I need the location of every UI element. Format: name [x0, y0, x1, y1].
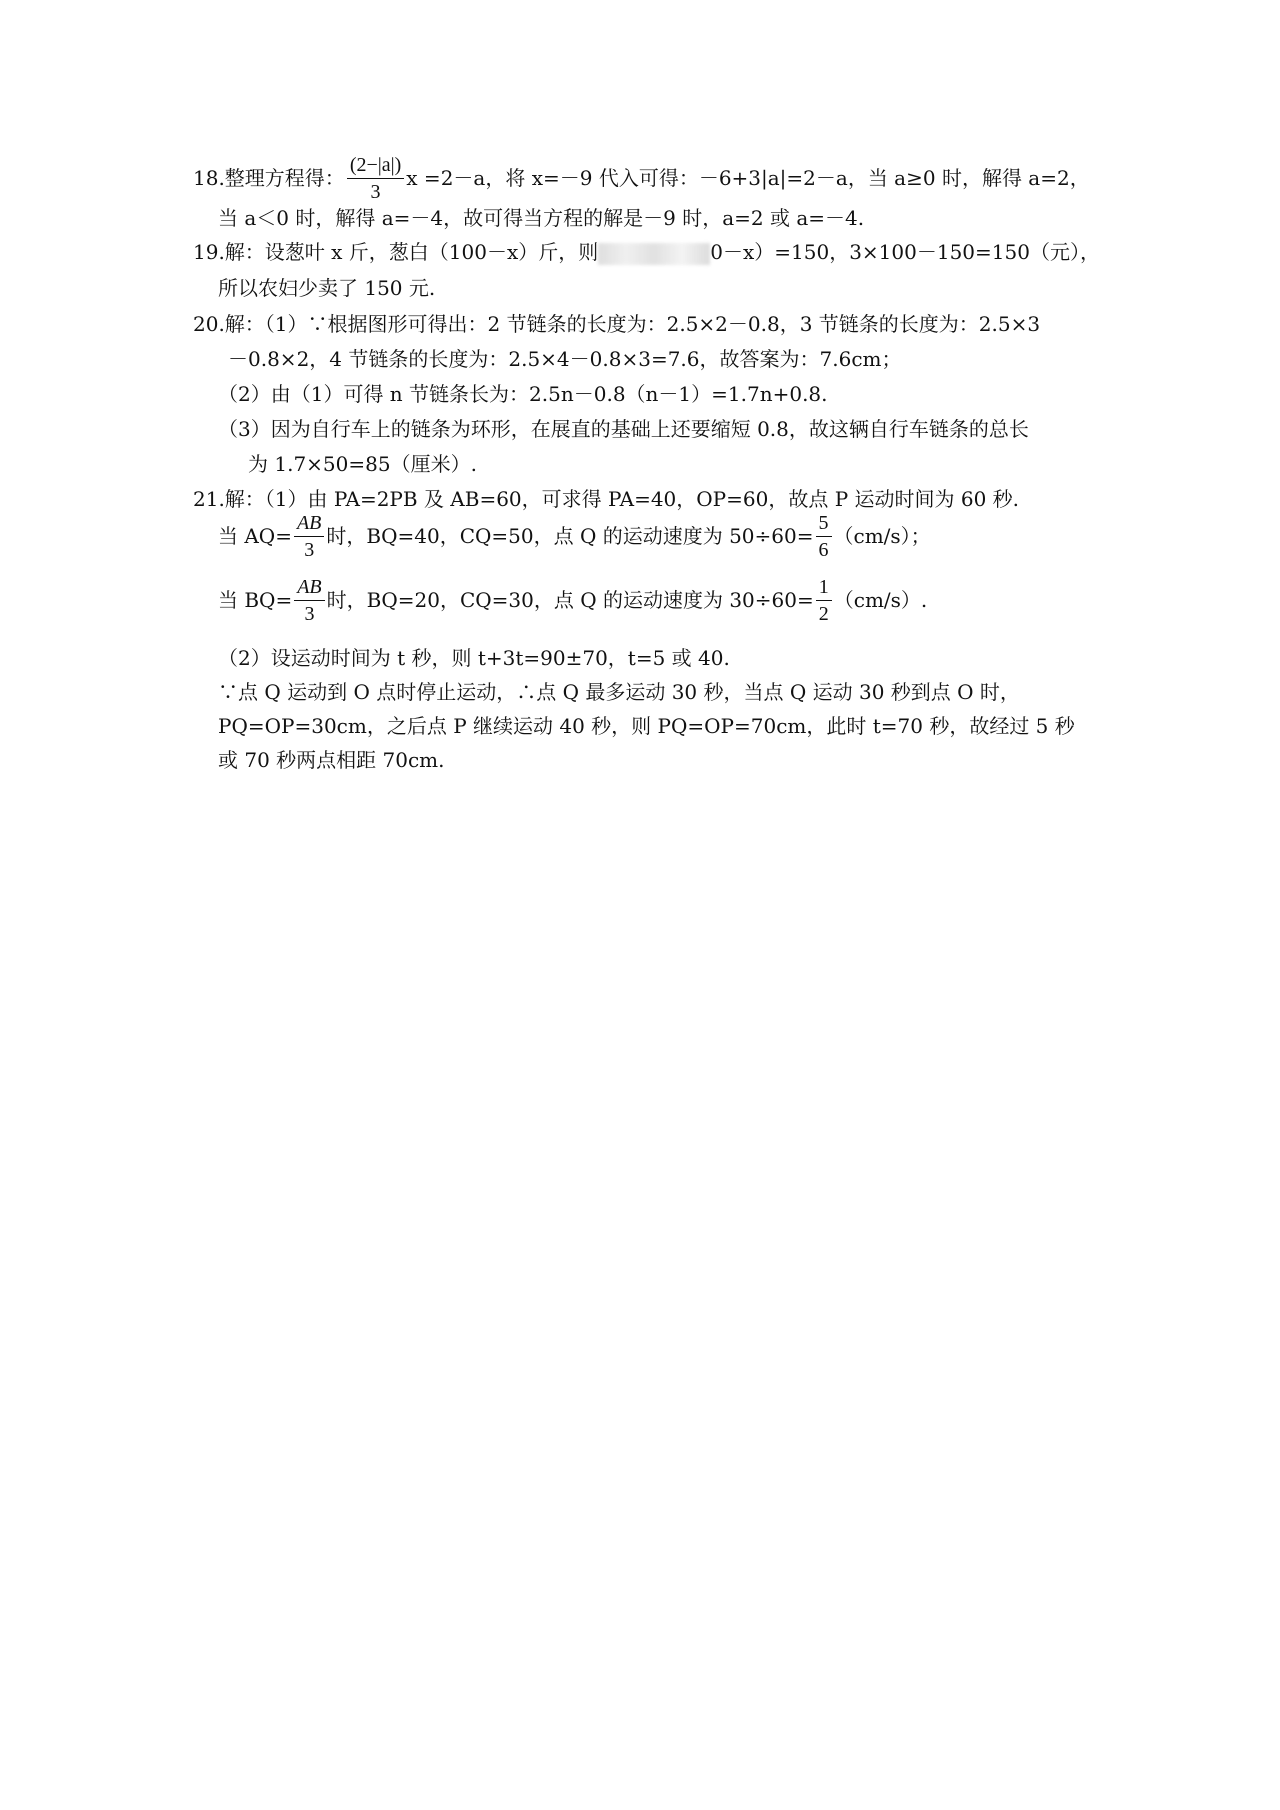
q21-l3-fraction-denominator: 3 [304, 603, 315, 625]
q20-line-4: （3）因为自行车上的链条为环形，在展直的基础上还要缩短 0.8，故这辆自行车链条的总长 [218, 417, 1029, 441]
q19-text-before: 19.解：设葱叶 x 斤，葱白（100－x）斤，则 [193, 240, 599, 264]
q19-line-2: 所以农妇少卖了 150 元. [218, 276, 436, 300]
q21-l2-post: （cm/s）； [833, 524, 931, 549]
q20-line-3: （2）由（1）可得 n 节链条长为：2.5n－0.8（n－1）=1.7n+0.8. [218, 382, 828, 406]
q21-l3-result-fraction [816, 574, 832, 627]
q18-fraction-denominator: 3 [370, 181, 381, 203]
q20-line-5: 为 1.7×50=85（厘米）. [248, 452, 477, 476]
q21-l3-fraction [294, 574, 324, 627]
q21-l2-result-denominator: 6 [818, 539, 829, 561]
q18-fraction-numerator: (2−|a|) [347, 152, 404, 179]
q18-line-2: 当 a＜0 时，解得 a=－4，故可得当方程的解是－9 时，a=2 或 a=－4. [218, 206, 865, 230]
q21-l3-result-numerator: 1 [816, 574, 832, 601]
q21-line-6: PQ=OP=30cm，之后点 P 继续运动 40 秒，则 PQ=OP=70cm，此时 t=70 秒，故经过 5 秒 [218, 714, 1075, 738]
q21-line-1: 21.解：（1）由 PA=2PB 及 AB=60，可求得 PA=40，OP=60，故点 P 运动时间为 60 秒. [193, 487, 1020, 511]
q18-fraction [347, 152, 404, 205]
q21-l2-pre: 当 AQ= [218, 524, 292, 549]
q21-line-2 [218, 512, 931, 565]
q21-line-3 [218, 576, 927, 629]
q20-line-2: －0.8×2，4 节链条的长度为：2.5×4－0.8×3=7.6，故答案为：7.6cm； [228, 347, 902, 371]
q21-l2-result-fraction [816, 510, 832, 563]
q21-l3-result-denominator: 2 [818, 603, 829, 625]
q20-line-1: 20.解：（1）∵根据图形可得出：2 节链条的长度为：2.5×2－0.8，3 节链条的长度为：2.5×3 [193, 312, 1041, 336]
q19-text-after: 0－x）=150，3×100－150=150（元）， [710, 240, 1100, 264]
q21-line-7: 或 70 秒两点相距 70cm. [218, 748, 445, 772]
q18-line-1 [193, 154, 1090, 207]
q19-line-1 [193, 239, 1100, 265]
q21-line-5: ∵点 Q 运动到 O 点时停止运动，∴点 Q 最多运动 30 秒，当点 Q 运动 30 秒到点 O 时， [218, 680, 1020, 704]
q18-text: x =2－a，将 x=－9 代入可得：－6+3|a|=2－a，当 a≥0 时，解得 a=2， [406, 166, 1090, 191]
q21-l3-mid: 时，BQ=20，CQ=30，点 Q 的运动速度为 30÷60= [326, 588, 814, 613]
q21-l3-pre: 当 BQ= [218, 588, 293, 613]
q21-l3-post: （cm/s）. [833, 588, 928, 613]
q21-l2-result-numerator: 5 [816, 510, 832, 537]
q21-l2-fraction-numerator: AB [294, 510, 324, 537]
q21-line-4: （2）设运动时间为 t 秒，则 t+3t=90±70，t=5 或 40. [218, 646, 730, 670]
q21-l2-mid: 时，BQ=40，CQ=50，点 Q 的运动速度为 50÷60= [326, 524, 814, 549]
redacted-region [598, 243, 710, 265]
q21-l2-fraction [294, 510, 324, 563]
q18-label: 18.整理方程得： [193, 166, 345, 191]
q21-l3-fraction-numerator: AB [294, 574, 324, 601]
q21-l2-fraction-denominator: 3 [304, 539, 315, 561]
